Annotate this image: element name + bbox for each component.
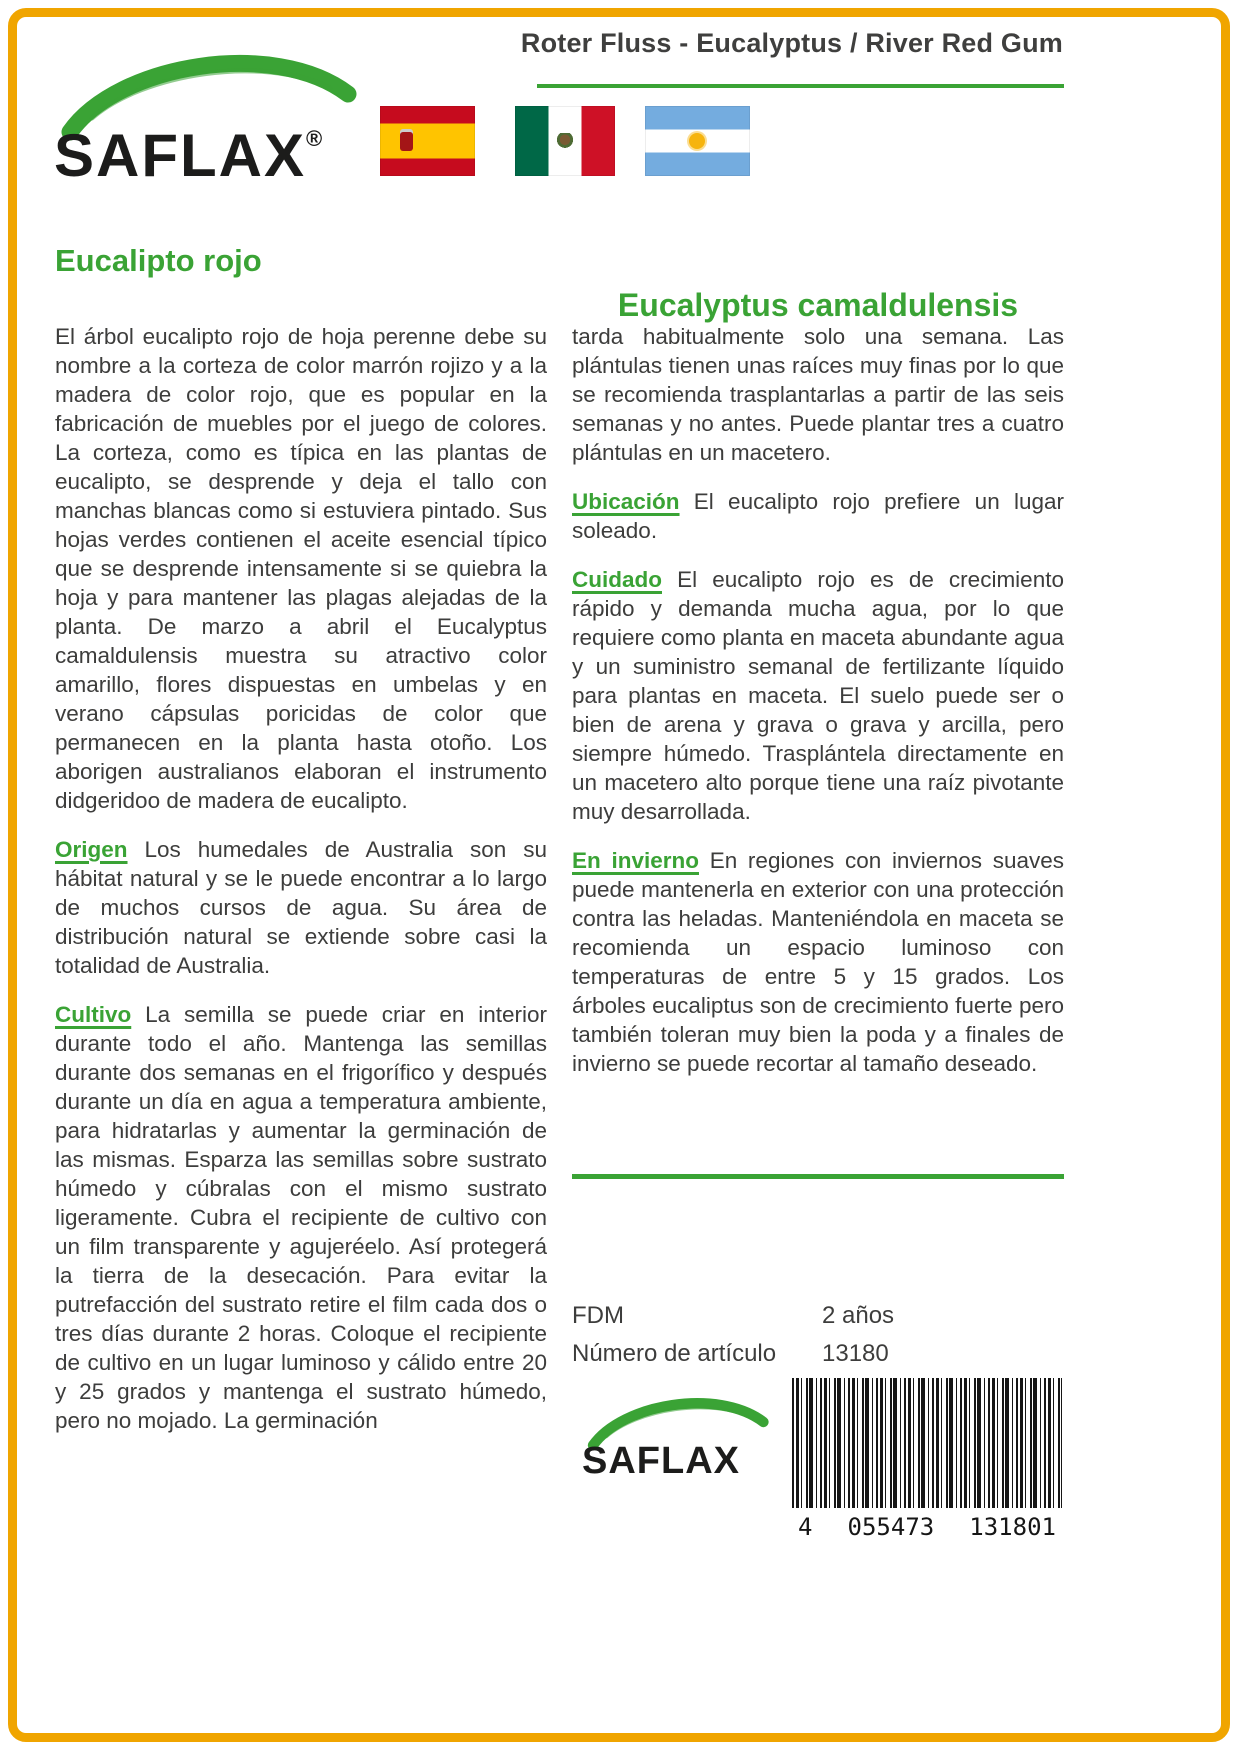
origen-text: Los humedales de Australia son su hábitat natural y se le puede encontrar a lo largo de muchos cursos de agua. Su área de distribución natural se extiende sobre casi la totalidad de Australia. <box>55 837 547 978</box>
cultivo-text: La semilla se puede criar en interior durante todo el año. Mantenga las semillas durante dos semanas en el frigorífico y después durante un día en agua a temperatura ambiente, para hidratarlas y aumentar la germinación de las mismas. Esparza las semillas sobre sustrato húmedo y cúbralas con el mismo sustrato ligeramente. Cubra el recipiente de cultivo con un film transparente y agujeréelo. Así protegerá la tierra de la desecación. Para evitar la putrefacción del sustrato retire el film cada dos o tres días durante 2 horas. Coloque el recipiente de cultivo en un lugar luminoso y cálido entre 20 y 25 grados y mantenga el sustrato húmedo, pero no mojado. La germinación <box>55 1002 547 1433</box>
intro-paragraph: El árbol eucalipto rojo de hoja perenne debe su nombre a la corteza de color marrón rojizo y a la madera de color rojo, que es popular en la fabricación de muebles por el juego de colores. La corteza, como es típica en las plantas de eucalipto, se desprende y deja el tallo con manchas blancas como si estuviera pintado. Sus hojas verdes contienen el aceite esencial típico que se desprende intensamente si se quiebra la hoja y para mantener las plagas alejadas de la planta. De marzo a abril el Eucalyptus camaldulensis muestra su atractivo color amarillo, flores dispuestas en umbelas y en verano cápsulas poricidas de color que permanecen en la planta hasta otoño. Los aborigen australianos elaboran el instrumento didgeridoo de madera de eucalipto. <box>55 324 547 813</box>
footer-brand-wordmark: SAFLAX <box>582 1440 740 1482</box>
argentina-flag <box>645 106 750 176</box>
brand-wordmark <box>54 122 382 189</box>
fdm-value: 2 años <box>822 1302 895 1329</box>
saflax-footer-logo <box>582 1392 782 1480</box>
mexico-flag <box>515 106 615 176</box>
ubicacion-paragraph <box>572 487 1064 545</box>
argentina-sun-icon <box>689 133 705 149</box>
continuation-paragraph: tarda habitualmente solo una semana. Las plántulas tienen unas raíces muy finas por lo que se recomienda trasplantarlas a partir de las seis semanas y no antes. Puede plantar tres a cuatro plántulas en un macetero. <box>572 324 1064 465</box>
footer-divider <box>572 1174 1064 1179</box>
barcode-digit-group2: 131801 <box>969 1513 1056 1541</box>
cultivo-paragraph <box>55 1000 547 1435</box>
saflax-logo <box>52 46 382 211</box>
invierno-heading: En invierno <box>572 848 699 873</box>
barcode-digits <box>792 1513 1062 1541</box>
barcode-digit-left: 4 <box>798 1513 813 1541</box>
ean-barcode <box>792 1378 1062 1541</box>
species-title-latin: Eucalyptus camaldulensis <box>617 287 1019 323</box>
article-number-label: Número de artículo <box>572 1340 777 1367</box>
cuidado-paragraph <box>572 565 1064 826</box>
article-number-value: 13180 <box>822 1340 889 1367</box>
page-title: Roter Fluss - Eucalyptus / River Red Gum <box>520 28 1063 58</box>
barcode-digit-group1: 055473 <box>847 1513 935 1541</box>
right-text-column <box>572 322 1064 1098</box>
spain-flag <box>380 106 475 176</box>
specs-table <box>572 1302 1064 1368</box>
cultivo-heading: Cultivo <box>55 1002 132 1027</box>
brand-text: SAFLAX <box>54 122 306 189</box>
header-divider <box>537 84 1064 88</box>
cuidado-heading: Cuidado <box>572 567 662 592</box>
invierno-paragraph <box>572 846 1064 1078</box>
origen-heading: Origen <box>55 837 128 862</box>
ubicacion-heading: Ubicación <box>572 489 680 514</box>
registered-mark: ® <box>306 126 325 151</box>
cuidado-text: El eucalipto rojo es de crecimiento rápido y demanda mucha agua, por lo que requiere como planta en maceta abundante agua y un suministro semanal de fertilizante líquido para plantas en maceta. El suelo puede ser o bien de arena y grava o grava y arcilla, pero siempre húmedo. Trasplántela directamente en un macetero alto porque tiene una raíz pivotante muy desarrollada. <box>572 567 1064 824</box>
species-title-es: Eucalipto rojo <box>55 243 262 278</box>
fdm-label: FDM <box>572 1302 624 1329</box>
ubicacion-text: El eucalipto rojo prefiere un lugar soleado. <box>572 489 1064 543</box>
mexico-eagle-icon <box>557 133 573 148</box>
spain-coat-of-arms-icon <box>400 132 413 151</box>
origen-paragraph <box>55 835 547 980</box>
invierno-text: En regiones con inviernos suaves puede mantenerla en exterior con una protección contra las heladas. Manteniéndola en maceta se recomienda un espacio luminoso con temperaturas de entre 5 y 15 grados. Los árboles eucaliptus son de crecimiento fuerte pero también toleran muy bien la poda y a finales de invierno se puede recortar al tamaño deseado. <box>572 848 1064 1076</box>
left-text-column <box>55 322 547 1455</box>
barcode-bars <box>792 1378 1062 1508</box>
